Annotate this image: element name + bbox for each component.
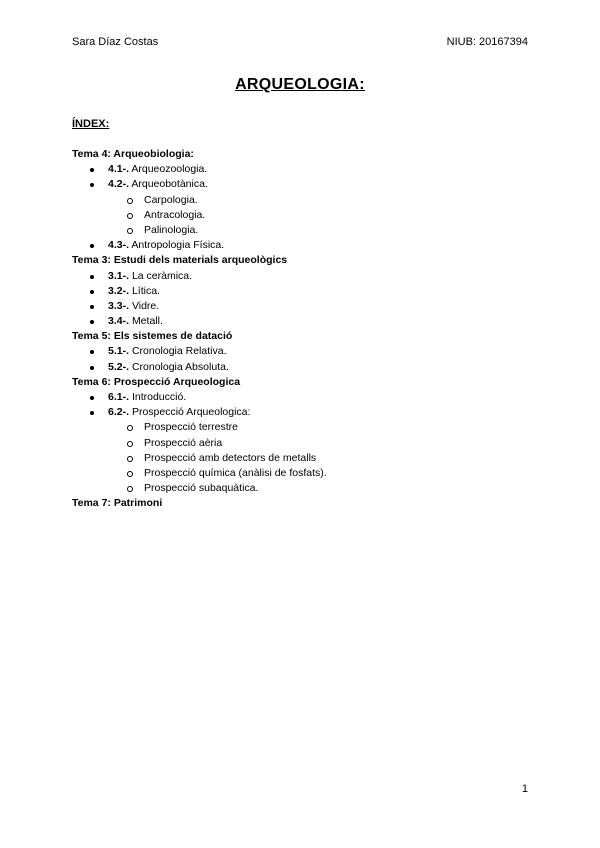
toc-item-number: 5.1-.	[108, 345, 130, 358]
index-label: ÍNDEX:	[72, 118, 110, 130]
toc-tema-3: Tema 3: Estudi dels materials arqueològics	[72, 254, 288, 267]
page-number: 1	[521, 783, 528, 795]
toc-item	[72, 177, 532, 192]
toc-item-number: 3.4-.	[108, 315, 130, 328]
toc-tema-7: Tema 7: Patrimoni	[72, 497, 163, 510]
toc-item-text: Lítica.	[131, 284, 160, 297]
toc-item-number: 6.2-.	[108, 406, 130, 419]
toc-item	[72, 284, 532, 299]
toc-item-text: Prospecció Arqueologica:	[131, 406, 251, 419]
toc-item-number: 3.3-.	[108, 299, 130, 312]
toc-item-text: Cronologia Absoluta.	[131, 360, 229, 373]
toc-subitem: Prospecció química (anàlisi de fosfats).	[72, 466, 532, 481]
toc-subitem: Antracologia.	[72, 208, 532, 223]
toc-item	[72, 162, 532, 177]
toc-subitem: Carpologia.	[72, 193, 532, 208]
toc-item-text: La ceràmica.	[131, 269, 193, 282]
toc-item-number: 4.1-.	[108, 163, 130, 176]
toc-item-number: 5.2-.	[108, 360, 130, 373]
toc-subitem: Prospecció subaquàtica.	[72, 481, 532, 496]
toc-item-number: 6.1-.	[108, 391, 130, 403]
toc-item	[72, 314, 532, 329]
header-niub: NIUB: 20167394	[446, 36, 528, 48]
table-of-contents	[72, 147, 532, 512]
toc-tema-6: Tema 6: Prospecció Arqueologica	[72, 375, 241, 388]
toc-tema-4: Tema 4: Arqueobiologia:	[72, 148, 194, 160]
toc-item-text: Arqueozoologia.	[131, 163, 208, 176]
toc-item	[72, 238, 532, 253]
toc-item	[72, 344, 532, 359]
header-author: Sara Díaz Costas	[72, 36, 159, 48]
toc-item-text: Arqueobotànica.	[131, 178, 208, 191]
toc-item	[72, 390, 532, 405]
toc-item	[72, 405, 532, 420]
toc-subitem: Prospecció aèria	[72, 436, 532, 451]
toc-item-text: Introducció.	[131, 391, 187, 403]
toc-item-text: Metall.	[131, 315, 163, 328]
toc-item	[72, 360, 532, 375]
toc-subitem: Palinologia.	[72, 223, 532, 238]
toc-item-text: Vidre.	[131, 299, 160, 312]
toc-subitem: Prospecció amb detectors de metalls	[72, 451, 532, 466]
toc-subitem: Prospecció terrestre	[72, 420, 532, 435]
toc-item-number: 4.2-.	[108, 178, 130, 191]
page-title: ARQUEOLOGIA:	[235, 76, 365, 93]
toc-item	[72, 269, 532, 284]
toc-tema-5: Tema 5: Els sistemes de datació	[72, 330, 233, 343]
toc-item-number: 4.3-.	[108, 239, 130, 252]
toc-item	[72, 299, 532, 314]
toc-item-number: 3.2-.	[108, 284, 130, 297]
toc-item-text: Antropologia Física.	[131, 239, 225, 252]
toc-item-text: Cronologia Relativa.	[131, 345, 227, 358]
toc-item-number: 3.1-.	[108, 269, 130, 282]
